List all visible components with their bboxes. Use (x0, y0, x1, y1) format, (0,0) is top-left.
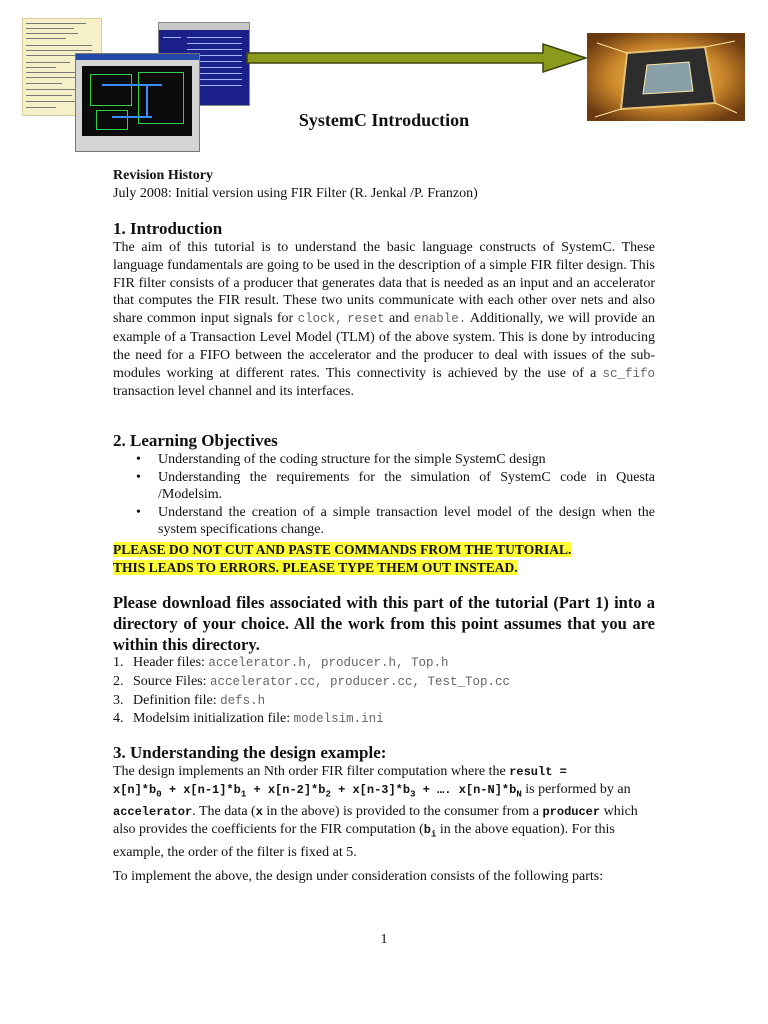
warning-note (113, 541, 571, 577)
list-item: 4. Modelsim initialization file: modelsim.ini (113, 711, 384, 727)
bullet-icon: • (136, 469, 141, 485)
sc-fifo-code: sc_fifo (602, 366, 655, 381)
introduction-heading: 1. Introduction (113, 219, 223, 238)
learning-objectives-section (113, 431, 655, 539)
page-title: SystemC Introduction (298, 110, 470, 130)
bullet-icon: • (136, 504, 141, 520)
design-paragraph: The design implements an Nth order FIR filter computation where the result = $x[n]*b_0 + x[n-1]*b_1 + x[n-2]*b_2 + x[n-3]*b_3$ + …. $x[n-N]*b_N$ is performed by an accelerator. The data (x in the above) is provided to the consumer from a producer which also provides the coefficients for the FIR computation ($b_i$ in the above equation). For this example, the order of the filter is fixed at 5. (113, 764, 638, 860)
revision-heading: Revision History (113, 168, 213, 183)
introduction-section (113, 219, 655, 401)
accelerator-code: accelerator (113, 805, 193, 820)
download-note: Please download files associated with this part of the tutorial (Part 1) into a directory of your choice. All the work from this point assumes that you are within this directory. (113, 593, 655, 654)
result-code: result = (509, 765, 567, 779)
fir-equation: $x[n]*b_0 + x[n-1]*b_1 + x[n-2]*b_2 + x[n-3]*b_3$ + …. $x[n-N]*b_N$ (113, 783, 522, 800)
file-list (113, 654, 510, 729)
list-item: • Understand the creation of a simple transaction level model of the design when the system specifications change. (136, 504, 655, 537)
list-item: 1. Header files: accelerator.h, producer.h, Top.h (113, 655, 449, 670)
design-heading: 3. Understanding the design example: (113, 743, 387, 762)
arrow-right-icon (245, 42, 590, 74)
objectives-list (113, 451, 655, 539)
list-item: • Understanding of the coding structure for the simple SystemC design (136, 452, 546, 467)
bi-code: $b_i$ (423, 823, 437, 840)
warning-line-2: THIS LEADS TO ERRORS. PLEASE TYPE THEM OUT INSTEAD. (113, 560, 518, 575)
warning-line-1: PLEASE DO NOT CUT AND PASTE COMMANDS FROM THE TUTORIAL. (113, 542, 572, 557)
list-item: 2. Source Files: accelerator.cc, producer.cc, Test_Top.cc (113, 673, 511, 689)
x-code: x (255, 805, 263, 820)
layout-editor-screenshot (75, 53, 200, 152)
signal-reset: reset (347, 312, 385, 327)
signal-clock: clock, (297, 312, 343, 327)
objectives-heading: 2. Learning Objectives (113, 431, 278, 450)
microchip-photo (587, 33, 745, 121)
producer-code: producer (542, 805, 601, 820)
revision-history (113, 167, 478, 203)
introduction-paragraph: The aim of this tutorial is to understand the basic language constructs of SystemC. These language fundamentals are going to be used in the description of a simple FIR filter design. This FIR filter consists of a producer that generates data that is needed as an input and an accelerator that computes the FIR result. These two units communicate with each other over nets and also share common input signals for clock, reset and enable. Additionally, we will provide an example of a Transaction Level Model (TLM) of the above system. This is done by introducing the need for a FIFO between the accelerator and the producer to deal with issues of the sub-modules working at different rates. This connectivity is achieved by the use of a sc_fifo transaction level channel and its interfaces. (113, 240, 655, 400)
signal-enable: enable. (413, 312, 467, 327)
revision-entry: July 2008: Initial version using FIR Filter (R. Jenkal /P. Franzon) (113, 186, 478, 201)
parts-intro: To implement the above, the design under consideration consists of the following parts: (113, 869, 604, 884)
page-number: 1 (380, 932, 388, 947)
list-item: 3. Definition file: defs.h (113, 692, 266, 708)
list-item: • Understanding the requirements for the simulation of SystemC code in Questa /Modelsim. (136, 469, 655, 502)
design-example-section (113, 743, 655, 862)
bullet-icon: • (136, 452, 141, 467)
